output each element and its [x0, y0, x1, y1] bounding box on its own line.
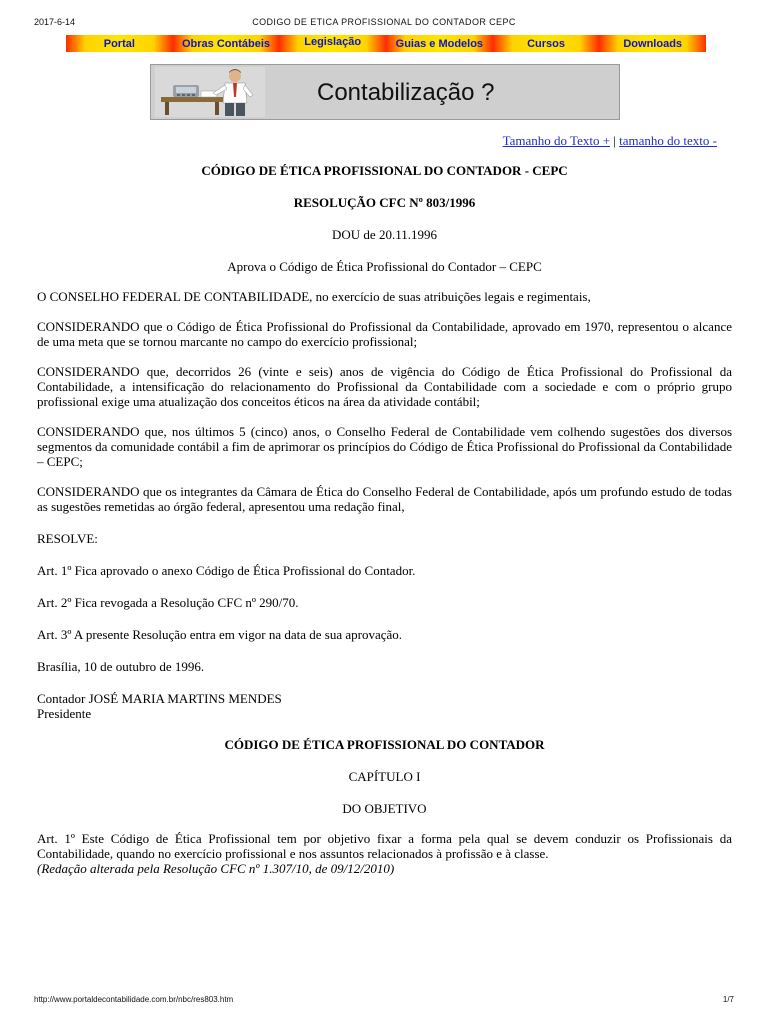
chapter-number: CAPÍTULO I	[348, 769, 421, 784]
article-1: Art. 1º Fica aprovado o anexo Código de Ética Profissional do Contador.	[37, 563, 416, 578]
print-header	[0, 14, 768, 28]
increase-text-size-link[interactable]: Tamanho do Texto +	[502, 133, 611, 148]
resolution-summary: Aprova o Código de Ética Profissional do Contador – CEPC	[227, 259, 542, 274]
text-size-controls	[503, 133, 717, 149]
article-2: Art. 2º Fica revogada a Resolução CFC nº 290/70.	[37, 595, 299, 610]
page-number: 1/7	[722, 995, 734, 1004]
decrease-text-size-link[interactable]: tamanho do texto -	[619, 133, 717, 148]
top-navigation	[66, 35, 706, 52]
paragraph-considerando-4: CONSIDERANDO que os integrantes da Câmara de Ética do Conselho Federal de Contabilidade, após um profundo estudo de todas as sugestões remetidas ao órgão federal, apresentou uma redação final,	[37, 484, 732, 514]
code-title: CÓDIGO DE ÉTICA PROFISSIONAL DO CONTADOR	[224, 737, 545, 752]
paragraph-considerando-3: CONSIDERANDO que, nos últimos 5 (cinco) anos, o Conselho Federal de Contabilidade vem colhendo sugestões dos diversos segmentos da comunidade contábil a fim de aprimorar os princípios do Código de Ética Profissional do Profissional da Contabilidade – CEPC;	[37, 424, 732, 469]
banner-title: Contabilização ?	[317, 79, 495, 106]
size-links-separator: |	[613, 133, 616, 148]
site-banner	[150, 64, 620, 120]
nav-downloads[interactable]: Downloads	[599, 35, 706, 52]
place-and-date: Brasília, 10 de outubro de 1996.	[37, 659, 205, 674]
paragraph-conselho: O CONSELHO FEDERAL DE CONTABILIDADE, no exercício de suas atribuições legais e regimentais,	[37, 289, 591, 304]
print-title: CODIGO DE ETICA PROFISSIONAL DO CONTADOR CEPC	[252, 17, 516, 27]
nav-cursos[interactable]: Cursos	[493, 35, 600, 52]
nav-obras-contabeis[interactable]: Obras Contábeis	[173, 35, 280, 52]
chapter-name: DO OBJETIVO	[342, 801, 427, 816]
nav-guias-e-modelos[interactable]: Guias e Modelos	[386, 35, 493, 52]
article-3: Art. 3º A presente Resolução entra em vigor na data de sua aprovação.	[37, 627, 403, 642]
code-article-1: Art. 1º Este Código de Ética Profissional tem por objetivo fixar a forma pela qual se devem conduzir os Profissionais da Contabilidade, quando no exercício profissional e nos assuntos relacionados à profissão e à classe.	[37, 831, 732, 861]
print-url: http://www.portaldecontabilidade.com.br/nbc/res803.htm	[34, 995, 234, 1004]
paragraph-considerando-1: CONSIDERANDO que o Código de Ética Profissional do Profissional da Contabilidade, aprovado em 1970, representou o alcance de uma meta que se tornou marcante no campo do exercício profissional;	[37, 319, 732, 349]
nav-legislacao[interactable]: Legislação	[279, 35, 386, 52]
document-body	[37, 163, 732, 876]
signer-role: Presidente	[37, 706, 92, 721]
document-title: CÓDIGO DE ÉTICA PROFISSIONAL DO CONTADOR - CEPC	[201, 163, 568, 178]
signer-name: Contador JOSÉ MARIA MARTINS MENDES	[37, 691, 282, 706]
paragraph-considerando-2: CONSIDERANDO que, decorridos 26 (vinte e seis) anos de vigência do Código de Ética Profissional do Profissional da Contabilidade, a intensificação do relacionamento do Profissional da Contabilidade com a sociedade e com o próprio grupo profissional exige uma atualização dos conceitos éticos na área da atividade contábil;	[37, 364, 732, 409]
nav-portal[interactable]: Portal	[66, 35, 173, 52]
code-article-1-note: (Redação alterada pela Resolução CFC nº 1.307/10, de 09/12/2010)	[37, 861, 395, 876]
print-footer	[0, 995, 768, 1009]
publication-date: DOU de 20.11.1996	[332, 227, 437, 242]
resolution-number: RESOLUÇÃO CFC Nº 803/1996	[293, 195, 476, 210]
print-date: 2017-6-14	[34, 17, 76, 27]
resolve-heading: RESOLVE:	[37, 531, 98, 546]
accountant-illustration-icon	[155, 67, 265, 117]
